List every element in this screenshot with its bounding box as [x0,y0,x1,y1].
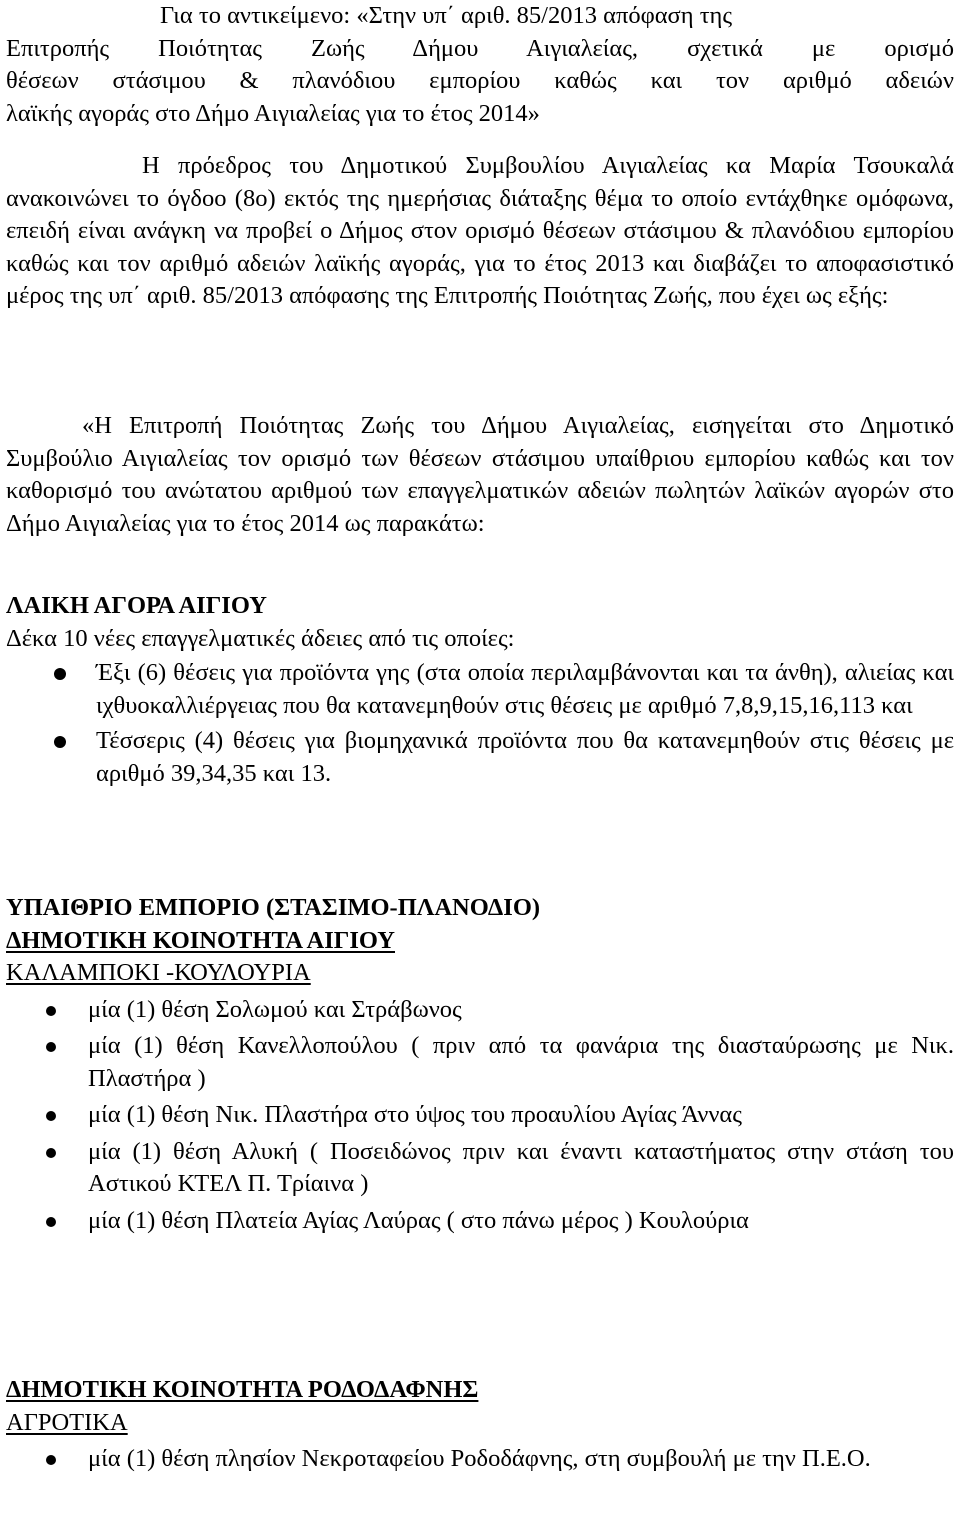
intro-heading [6,0,954,130]
market-list-item: Έξι (6) θέσεις για προϊόντα γης (στα οποία περιλαμβάνονται και τα άνθη), αλιείας και ιχθυοκαλλιέργειας που θα κατανεμηθούν στις θέσεις με αριθμό 7,8,9,15,16,113 και [6,657,954,722]
market-list [6,657,954,790]
rododafni-positions-list [6,1443,954,1476]
position-item: μία (1) θέση Νικ. Πλαστήρα στο ύψος του προαυλίου Αγίας Άννας [6,1099,954,1132]
paragraph-committee-proposal: «Η Επιτροπή Ποιότητας Ζωής του Δήμου Αιγιαλείας, εισηγείται στο Δημοτικό Συμβούλιο Αιγιαλείας τον ορισμό των θέσεων στάσιμου υπαίθριου εμπορίου καθώς και τον καθορισμό του ανώτατου αριθμού των επαγγελματικών αδειών πωλητών λαϊκών αγορών στο Δήμο Αιγιαλείας για το έτος 2014 ως παρακάτω: [6,412,954,537]
bullet-icon [46,1217,56,1227]
bullet-icon [46,1042,56,1052]
position-item: μία (1) θέση Αλυκή ( Ποσειδώνος πριν και έναντι καταστήματος στην στάση του Αστικού ΚΤΕΛ Π. Τρίαινα ) [6,1136,954,1201]
position-item: μία (1) θέση Κανελλοπούλου ( πριν από τα φανάρια της διασταύρωσης με Νικ. Πλαστήρα ) [6,1030,954,1095]
rododafni-section [6,1374,954,1476]
market-subtitle: Δέκα 10 νέες επαγγελματικές άδειες από τις οποίες: [6,624,515,652]
heading-line-4: λαϊκής αγοράς στο Δήμο Αιγιαλείας για το έτος 2014» [6,99,540,127]
heading-line-2: Επιτροπής Ποιότητας Ζωής Δήμου Αιγιαλείας, σχετικά με ορισμό [6,34,954,62]
position-item: μία (1) θέση Σολωμού και Στράβωνος [6,994,954,1027]
bullet-icon [46,1111,56,1121]
bullet-icon [46,1455,56,1465]
aigio-positions-list [6,994,954,1238]
community-rododafni-heading: ΔΗΜΟΤΙΚΗ ΚΟΙΝΟΤΗΤΑ ΡΟΔΟΔΑΦΝΗΣ [6,1376,479,1403]
community-aigio-heading: ΔΗΜΟΤΙΚΗ ΚΟΙΝΟΤΗΤΑ ΑΙΓΙΟΥ [6,926,395,954]
outdoor-title: ΥΠΑΙΘΡΙΟ ΕΜΠΟΡΙΟ (ΣΤΑΣΙΜΟ-ΠΛΑΝΟΔΙΟ) [6,894,541,921]
bullet-icon [46,1006,56,1016]
bullet-icon [54,668,66,680]
bullet-icon [54,736,66,748]
outdoor-trade-section [6,892,954,1237]
market-title: ΛΑΙΚΗ ΑΓΟΡΑ ΑΙΓΙΟΥ [6,592,267,619]
market-section [6,590,954,790]
market-list-item: Τέσσερις (4) θέσεις για βιομηχανικά προϊόντα που θα κατανεμηθούν στις θέσεις με αριθμό 39,34,35 και 13. [6,725,954,790]
position-item: μία (1) θέση Πλατεία Αγίας Λαύρας ( στο πάνω μέρος ) Κουλούρια [6,1205,954,1238]
area-kalampoki-heading: ΚΑΛΑΜΠΟΚΙ -ΚΟΥΛΟΥΡΙΑ [6,959,311,986]
bullet-icon [46,1148,56,1158]
heading-line-3: θέσεων στάσιμου & πλανόδιου εμπορίου καθώς και τον αριθμό αδειών [6,67,954,94]
position-item: μία (1) θέση πλησίον Νεκροταφείου Ροδοδάφνης, στη συμβουλή με την Π.Ε.Ο. [6,1443,954,1476]
heading-line-1: Για το αντικείμενο: «Στην υπ΄ αριθ. 85/2013 απόφαση της [160,2,733,29]
area-agrotika-heading: ΑΓΡΟΤΙΚΑ [6,1408,128,1436]
paragraph-president-announcement: Η πρόεδρος του Δημοτικού Συμβουλίου Αιγιαλείας κα Μαρία Τσουκαλά ανακοινώνει το όγδοο (8ο) εκτός της ημερήσιας διάταξης θέμα το οποίο εντάχθηκε ομόφωνα, επειδή είναι ανάγκη να προβεί ο Δήμος στον ορισμό θέσεων στάσιμου & πλανόδιου εμπορίου καθώς και τον αριθμό αδειών λαϊκής αγοράς, για το έτος 2013 και διαβάζει το αποφασιστικό μέρος της υπ΄ αριθ. 85/2013 απόφασης της Επιτροπής Ποιότητας Ζωής, που έχει ως εξής: [6,152,954,309]
